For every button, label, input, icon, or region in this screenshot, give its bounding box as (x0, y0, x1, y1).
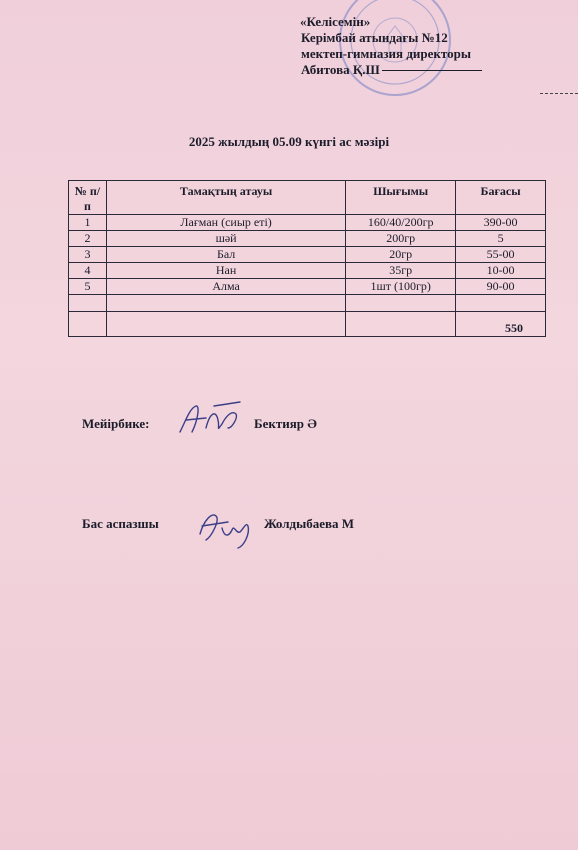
approval-block (300, 14, 482, 78)
edge-mark (540, 93, 578, 97)
table-total-row (69, 312, 546, 337)
row-yield: 20гр (346, 247, 456, 263)
approval-position: мектеп-гимназия директоры (301, 46, 471, 61)
table-row (69, 231, 546, 247)
approval-heading: «Келісемін» (300, 14, 371, 29)
total-price: 550 (456, 312, 546, 337)
cook-name: Жолдыбаева М (264, 516, 355, 531)
row-price: 10-00 (456, 263, 546, 279)
row-dish-name: Бал (106, 247, 345, 263)
cook-label: Бас аспазшы (82, 516, 159, 531)
table-header-row (69, 181, 546, 215)
table-row (69, 215, 546, 231)
row-number: 4 (69, 263, 107, 279)
table-row (69, 263, 546, 279)
table-row (69, 247, 546, 263)
row-dish-name: Нан (106, 263, 345, 279)
row-yield: 35гр (346, 263, 456, 279)
row-yield: 160/40/200гр (346, 215, 456, 231)
row-price: 55-00 (456, 247, 546, 263)
row-number: 3 (69, 247, 107, 263)
header-yield: Шығымы (346, 181, 456, 215)
row-price: 390-00 (456, 215, 546, 231)
row-price: 5 (456, 231, 546, 247)
table-row (69, 279, 546, 295)
menu-title: 2025 жылдың 05.09 күнгі ас мәзірі (188, 134, 390, 149)
approval-director-name: Абитова Қ.Ш (301, 62, 380, 77)
approval-director-row (301, 62, 482, 78)
table-row-empty (69, 295, 546, 312)
row-dish-name: шәй (106, 231, 345, 247)
nurse-signature (176, 398, 248, 440)
row-yield: 1шт (100гр) (346, 279, 456, 295)
nurse-label: Мейірбике: (82, 416, 150, 431)
row-number: 2 (69, 231, 107, 247)
menu-table (68, 180, 546, 337)
approval-school: Керімбай атындағы №12 (301, 30, 448, 45)
header-dish-name: Тамақтың атауы (106, 181, 345, 215)
director-signature-line (382, 70, 482, 71)
cook-signature (194, 506, 260, 552)
nurse-name: Бектияр Ә (254, 416, 317, 431)
row-yield: 200гр (346, 231, 456, 247)
row-number: 1 (69, 215, 107, 231)
row-dish-name: Алма (106, 279, 345, 295)
row-number: 5 (69, 279, 107, 295)
row-price: 90-00 (456, 279, 546, 295)
header-price: Бағасы (456, 181, 546, 215)
header-number: № п/п (69, 181, 107, 215)
row-dish-name: Лағман (сиыр еті) (106, 215, 345, 231)
